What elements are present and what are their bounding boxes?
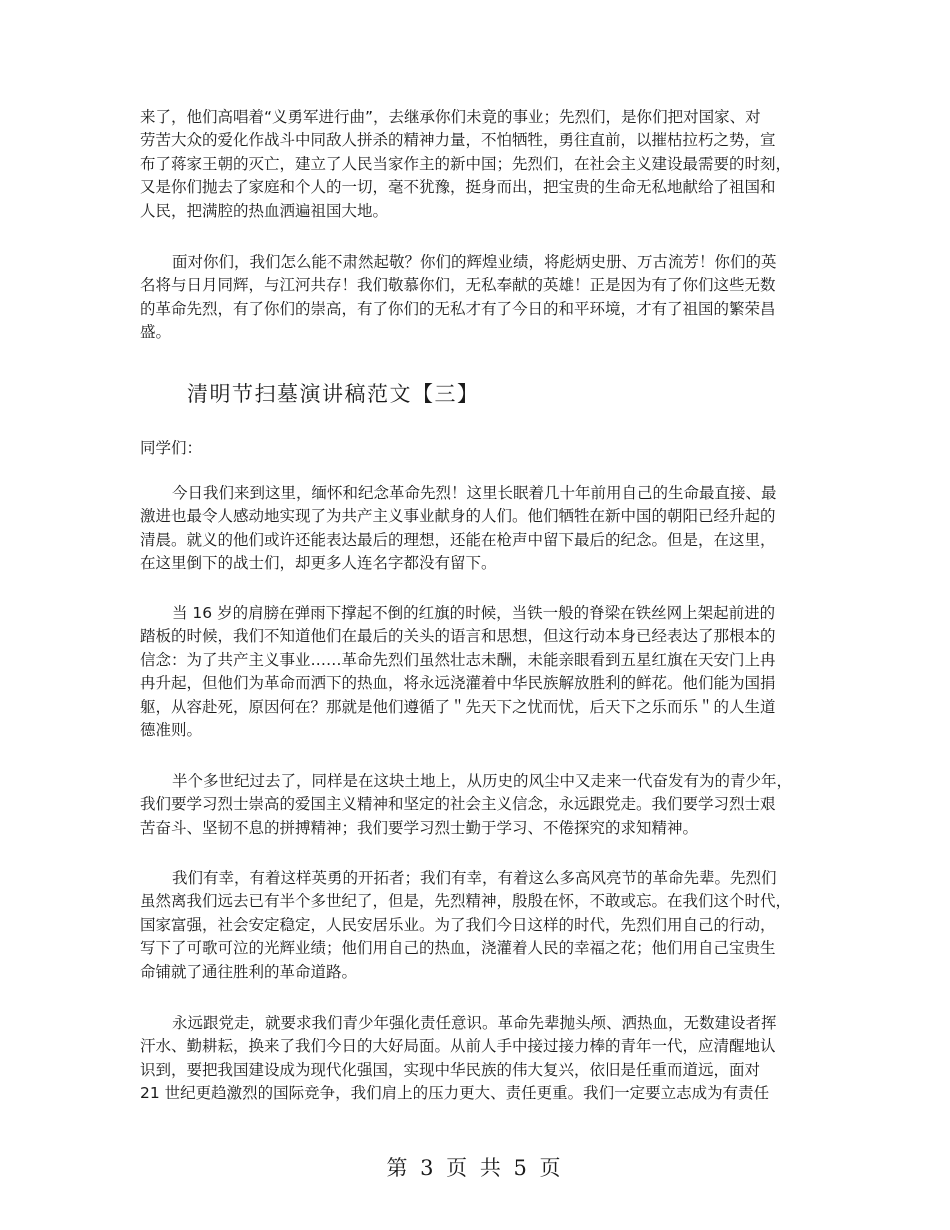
text-line: 盛。 [140, 323, 172, 342]
paragraph-2 [140, 251, 820, 345]
paragraph-7 [140, 1012, 820, 1106]
text-line: 激进也最令人感动地实现了为共产主义事业献身的人们。他们牺牲在新中国的朝阳已经升起的 [140, 507, 776, 526]
text-line: 写下了可歌可泣的光辉业绩；他们用自己的热血，浇灌着人民的幸福之花；他们用自己宝贵生 [140, 939, 776, 958]
paragraph-3 [140, 482, 820, 576]
page-number-footer: 第 3 页 共 5 页 [386, 1156, 564, 1180]
text-line: 躯，从容赴死，原因何在？那就是他们遵循了＂先天下之忧而忧，后天下之乐而乐＂的人生道 [140, 697, 776, 716]
text-line: 又是你们抛去了家庭和个人的一切，毫不犹豫，挺身而出，把宝贵的生命无私地献给了祖国和 [140, 178, 776, 197]
paragraph-1 [140, 106, 820, 223]
text-line: 我们有幸，有着这样英勇的开拓者；我们有幸，有着这么多高风亮节的革命先辈。先烈们 [172, 869, 777, 887]
text-line: 名将与日月同辉，与江河共存！我们敬慕你们，无私奉献的英雄！正是因为有了你们这些无数 [140, 276, 776, 295]
text-line: 我们要学习烈士崇高的爱国主义精神和坚定的社会主义信念，永远跟党走。我们要学习烈士艰 [140, 795, 776, 814]
text-line: 识到，要把我国建设成为现代化强国，实现中华民族的伟大复兴，依旧是任重而道远，面对 [140, 1060, 761, 1079]
text-line: 劳苦大众的爱化作战斗中同敌人拼杀的精神力量，不怕牺牲，勇往直前，以摧枯拉朽之势，宣 [140, 131, 776, 150]
text-line: 国家富强，社会安定稳定，人民安居乐业。为了我们今日这样的时代，先烈们用自己的行动， [140, 915, 776, 934]
text-line: 虽然离我们远去已有半个多世纪了，但是，先烈精神，殷殷在怀，不敢或忘。在我们这个时代， [140, 892, 792, 911]
text-line: 永远跟党走，就要求我们青少年强化责任意识。革命先辈抛头颅、洒热血，无数建设者挥 [172, 1014, 777, 1032]
text-line: 21 世纪更趋激烈的国际竞争，我们肩上的压力更大、责任更重。我们一定要立志成为有责任 [140, 1084, 770, 1103]
salutation: 同学们： [140, 439, 203, 457]
text-line: 踏板的时候，我们不知道他们在最后的关头的语言和思想，但这行动本身已经表达了那根本的 [140, 627, 776, 646]
text-line: 布了蒋家王朝的灭亡，建立了人民当家作主的新中国；先烈们，在社会主义建设最需要的时刻， [140, 154, 792, 173]
paragraph-5 [140, 770, 820, 840]
text-line: 命铺就了通往胜利的革命道路。 [140, 962, 358, 981]
text-line: 当 16 岁的肩膀在弹雨下撑起不倒的红旗的时候，当铁一般的脊梁在铁丝网上架起前进的 [172, 604, 776, 622]
text-line: 德准则。 [140, 720, 203, 739]
text-line: 面对你们，我们怎么能不肃然起敬？你们的辉煌业绩，将彪炳史册、万古流芳！你们的英 [172, 253, 777, 271]
text-line: 信念：为了共产主义事业……革命先烈们虽然壮志未酬，未能亲眼看到五星红旗在天安门上冉 [140, 650, 776, 669]
text-line: 清晨。就义的他们或许还能表达最后的理想，还能在枪声中留下最后的纪念。但是，在这里， [140, 530, 776, 549]
text-line: 来了，他们高唱着“义勇军进行曲”，去继承你们未竟的事业；先烈们，是你们把对国家、对 [140, 108, 761, 126]
text-line: 人民，把满腔的热血洒遍祖国大地。 [140, 201, 389, 220]
section-heading: 清明节扫墓演讲稿范文【三】 [187, 382, 480, 406]
text-line: 冉升起，但他们为革命而洒下的热血，将永远浇灌着中华民族解放胜利的鲜花。他们能为国捐 [140, 674, 776, 693]
paragraph-6 [140, 867, 820, 984]
paragraph-4 [140, 602, 820, 742]
text-line: 苦奋斗、坚韧不息的拼搏精神；我们要学习烈士勤于学习、不倦探究的求知精神。 [140, 818, 699, 837]
text-line: 的革命先烈，有了你们的崇高，有了你们的无私才有了今日的和平环境，才有了祖国的繁荣昌 [140, 299, 776, 318]
text-line: 半个多世纪过去了，同样是在这块土地上，从历史的风尘中又走来一代奋发有为的青少年， [172, 772, 793, 790]
text-line: 汗水、勤耕耘，换来了我们今日的大好局面。从前人手中接过接力棒的青年一代，应清醒地认 [140, 1037, 776, 1056]
text-line: 今日我们来到这里，缅怀和纪念革命先烈！这里长眠着几十年前用自己的生命最直接、最 [172, 484, 777, 502]
text-line: 在这里倒下的战士们，却更多人连名字都没有留下。 [140, 554, 497, 573]
